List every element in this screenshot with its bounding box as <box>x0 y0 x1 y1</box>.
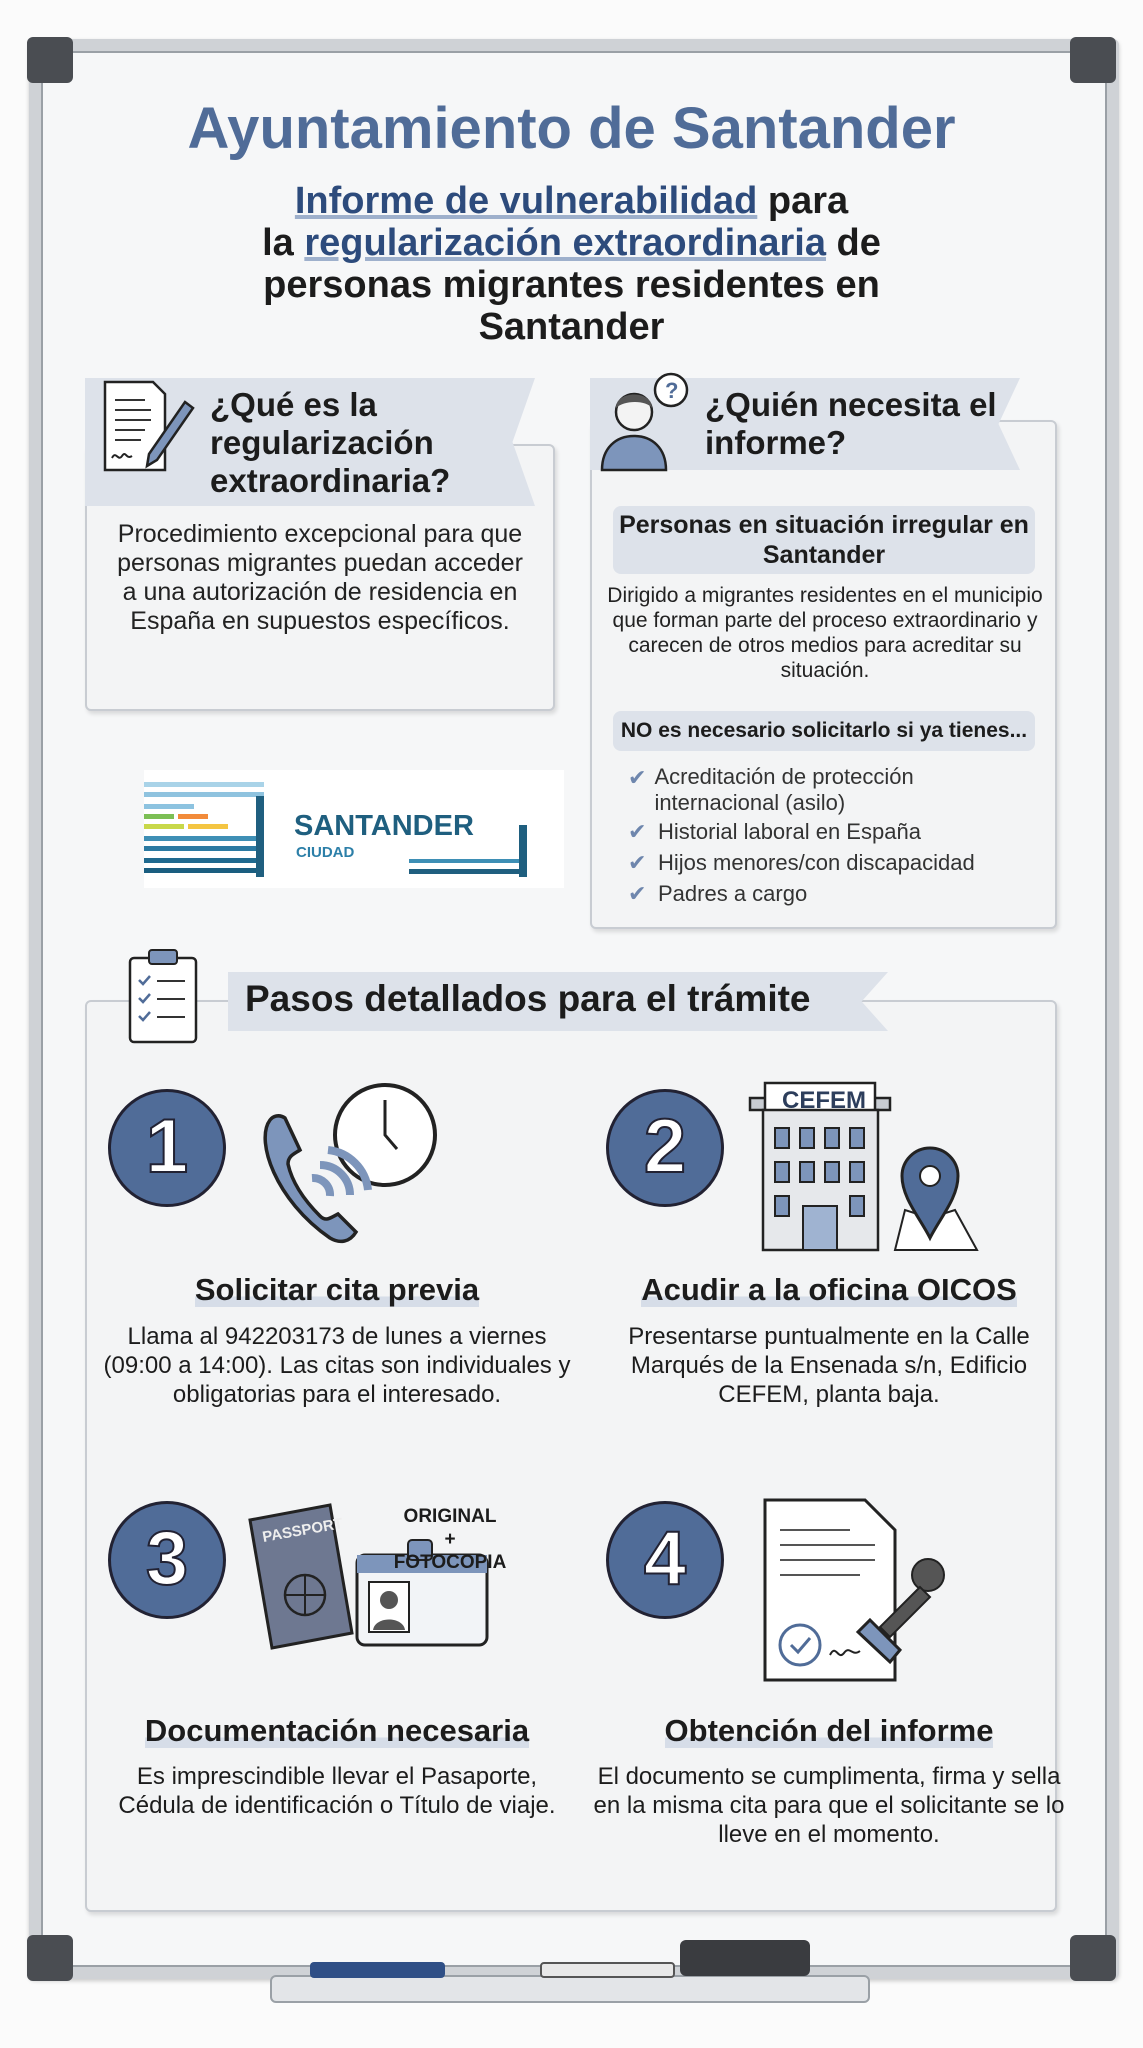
list-item-label: Hijos menores/con discapacidad <box>658 850 975 875</box>
person-question-icon <box>596 370 701 475</box>
step-number-3: 3 <box>108 1501 226 1619</box>
step-title-4 <box>589 1713 1069 1749</box>
phone-clock-icon <box>250 1080 445 1250</box>
document-pen-icon <box>100 378 200 478</box>
what-body: Procedimiento excepcional para que personas migrantes puedan acceder a una autorización de residencia en España en supuestos específicos. <box>117 520 523 635</box>
logo-sub: CIUDAD <box>296 844 355 861</box>
step-desc-3: Es imprescindible llevar el Pasaporte, Cédula de identificación o Título de viaje. <box>118 1763 556 1819</box>
step-desc-1: Llama al 942203173 de lunes a viernes (09:00 a 14:00). Las citas son individuales y obligatorias para el interesado. <box>103 1323 571 1408</box>
marker[interactable] <box>310 1962 445 1978</box>
frame-corner <box>27 37 73 83</box>
list-item-label: Acreditación de protección internacional (asilo) <box>654 764 914 815</box>
steps-heading: Pasos detallados para el trámite <box>245 978 811 1019</box>
step-title-1 <box>97 1272 577 1308</box>
signed-document-stamp-icon <box>760 1495 960 1695</box>
page-subtitle <box>0 180 1143 348</box>
list-item <box>628 847 1028 878</box>
svg-text:?: ? <box>665 378 679 403</box>
step-desc-2: Presentarse puntualmente en la Calle Marqués de la Ensenada s/n, Edificio CEFEM, planta baja. <box>628 1323 1030 1408</box>
check-icon: ✔ <box>628 881 647 906</box>
copy-note-line: ORIGINAL <box>403 1506 497 1527</box>
step-title-text: Acudir a la oficina OICOS <box>641 1272 1017 1307</box>
eraser[interactable] <box>680 1940 810 1976</box>
marker-tray <box>270 1975 870 2003</box>
frame-corner <box>27 1935 73 1981</box>
step-title-text: Obtención del informe <box>664 1713 994 1748</box>
list-item <box>628 762 1028 816</box>
list-item-label: Historial laboral en España <box>658 819 921 844</box>
subtitle-text: de <box>825 222 881 264</box>
building-sign: CEFEM <box>782 1087 866 1114</box>
who-body: Dirigido a migrantes residentes en el municipio que forman parte del proceso extraordinario y carecen de otros medios para acreditar su situación. <box>607 584 1043 682</box>
who-pill: Personas en situación irregular en Santander <box>613 506 1035 574</box>
list-item <box>628 816 1028 847</box>
subtitle-text: la <box>262 222 305 264</box>
list-item-label: Padres a cargo <box>658 881 808 906</box>
santander-ciudad-logo <box>144 770 564 888</box>
step-desc-4: El documento se cumplimenta, firma y sella en la misma cita para que el solicitante se lo lleve en el momento. <box>593 1763 1065 1848</box>
subtitle-text: para <box>757 180 849 222</box>
subtitle-highlight: Informe de vulnerabilidad <box>294 180 758 222</box>
check-icon: ✔ <box>628 765 647 790</box>
copy-note-line: + FOTOCOPIA <box>393 1529 507 1573</box>
what-heading: ¿Qué es la regularización extraordinaria? <box>210 386 451 499</box>
marker[interactable] <box>540 1962 675 1978</box>
logo-bracket <box>409 825 534 880</box>
step-title-text: Documentación necesaria <box>144 1713 530 1748</box>
subtitle-highlight: regularización extraordinaria <box>304 222 826 264</box>
logo-name: SANTANDER <box>294 810 474 842</box>
step-number-1: 1 <box>108 1089 226 1207</box>
who-heading: ¿Quién necesita el informe? <box>705 386 997 461</box>
check-icon: ✔ <box>628 850 647 875</box>
step-title-text: Solicitar cita previa <box>194 1272 480 1307</box>
step-number-4: 4 <box>606 1501 724 1619</box>
logo-stripes <box>144 782 264 877</box>
frame-corner <box>1070 37 1116 83</box>
subtitle-text: Santander <box>478 306 665 348</box>
subtitle-text: personas migrantes residentes en <box>263 264 880 306</box>
frame-corner <box>1070 1935 1116 1981</box>
copy-note <box>390 1505 510 1574</box>
page-title: Ayuntamiento de Santander <box>187 96 956 161</box>
step-number-2: 2 <box>606 1089 724 1207</box>
step-title-2 <box>589 1272 1069 1308</box>
step-title-3 <box>97 1713 577 1749</box>
clipboard-checklist-icon <box>127 946 199 1046</box>
passport-label: PASSPORT <box>261 1515 345 1546</box>
not-needed-pill: NO es necesario solicitarlo si ya tienes... <box>613 711 1035 751</box>
list-item <box>628 878 1028 909</box>
check-icon: ✔ <box>628 819 647 844</box>
exemption-list <box>628 762 1028 909</box>
